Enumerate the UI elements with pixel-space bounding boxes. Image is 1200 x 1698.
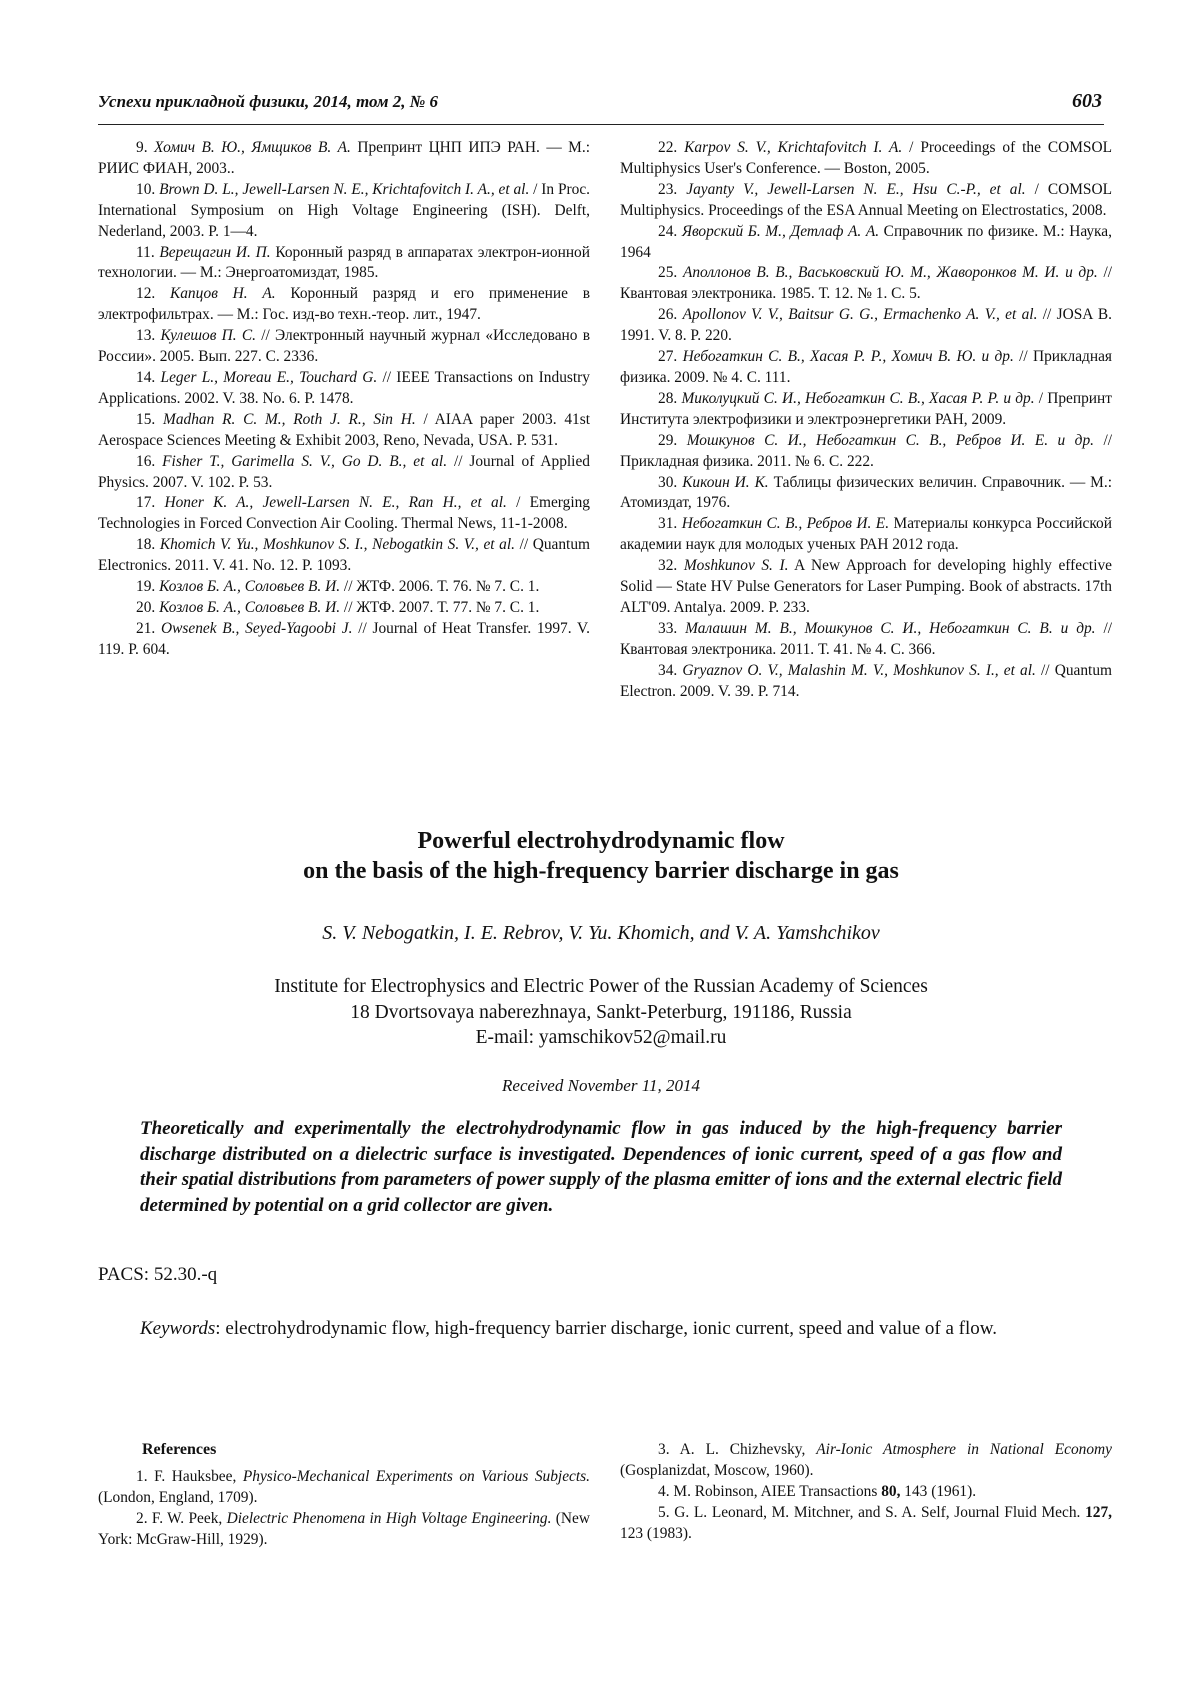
reference-number: 21. (136, 619, 156, 637)
reference-authors: Apollonov V. V., Baitsur G. G., Ermachenko A. V., et al. (682, 306, 1038, 324)
reference-number: 14. (136, 368, 156, 386)
reference-number: 24. (658, 222, 678, 240)
reference-item (98, 619, 590, 661)
reference-details: Справочник по физике. М.: Наука, 1964 (620, 222, 1112, 261)
reference-authors: Leger L., Moreau E., Touchard G. (160, 368, 378, 386)
abstract: Theoretically and experimentally the electrohydrodynamic flow in gas induced by the high-frequency barrier discharge distributed on a dielectric surface is investigated. Dependences of ionic current, speed of a gas flow and their spatial distributions from parameters of power supply of the plasma emitter of ions and the external electric field determined by potential on a grid collector are given. (140, 1118, 1062, 1216)
reference-item (98, 410, 590, 452)
reference-details: // Quantum Electron. 2009. V. 39. P. 714. (620, 661, 1112, 700)
reference-title: Physico-Mechanical Experiments on Various Subjects. (242, 1467, 590, 1485)
reference-authors: Fisher T., Garimella S. V., Go D. B., et al. (162, 452, 448, 470)
reference-authors: Мошкунов С. И., Небогаткин С. В., Ребров И. Е. и др. (686, 431, 1094, 449)
english-reference-item (620, 1440, 1112, 1482)
reference-number: 29. (658, 431, 678, 449)
reference-lead: 1. F. Hauksbee, (136, 1467, 243, 1485)
keywords (98, 1316, 1104, 1341)
reference-list-left (98, 138, 590, 661)
reference-details: A New Approach for developing highly effective Solid — State HV Pulse Generators for Laser Pumping. Book of abstracts. 17th ALT'09. Antalya. 2009. P. 233. (620, 557, 1112, 616)
pacs-code: PACS: 52.30.-q (98, 1264, 218, 1285)
reference-number: 25. (658, 264, 678, 282)
reference-number: 22. (658, 139, 678, 156)
reference-number: 33. (658, 619, 678, 637)
reference-details: // Прикладная физика. 2009. № 4. С. 111. (620, 348, 1112, 386)
reference-number: 20. (136, 598, 156, 616)
author-email: E-mail: yamschikov52@mail.ru (475, 1027, 727, 1048)
reference-number: 12. (136, 285, 156, 303)
reference-details: Коронный разряд и его применение в электрофильтрах. — М.: Гос. изд-во техн.-теор. лит., 1947. (98, 285, 590, 324)
reference-authors: Brown D. L., Jewell-Larsen N. E., Krichtafovitch I. A., et al. (159, 180, 530, 198)
reference-authors: Небогаткин С. В., Хасая Р. Р., Хомич В. Ю. и др. (682, 348, 1014, 366)
reference-number: 23. (658, 180, 678, 198)
reference-item (98, 180, 590, 243)
reference-number: 17. (136, 494, 156, 512)
reference-details: // ЖТФ. 2007. Т. 77. № 7. С. 1. (340, 598, 540, 616)
reference-lead: 3. A. L. Chizhevsky, (658, 1441, 817, 1458)
reference-item (620, 180, 1112, 222)
reference-details: // Квантовая электроника. 2011. Т. 41. № 4. С. 366. (620, 619, 1112, 658)
reference-title: Dielectric Phenomena in High Voltage Engineering. (226, 1509, 552, 1527)
reference-number: 30. (658, 473, 678, 491)
reference-details: // IEEE Transactions on Industry Applications. 2002. V. 38. No. 6. P. 1478. (98, 368, 590, 407)
reference-item (620, 556, 1112, 619)
reference-details: Материалы конкурса Российской академии наук для молодых ученых РАН 2012 года. (620, 515, 1112, 554)
reference-number: 15. (136, 410, 156, 428)
reference-tail: (Gosplanizdat, Moscow, 1960). (620, 1461, 814, 1479)
article-title-line-2: on the basis of the high-frequency barrier discharge in gas (303, 858, 899, 884)
affiliation-line-2: 18 Dvortsovaya naberezhnaya, Sankt-Peterburg, 191186, Russia (350, 1001, 852, 1023)
reference-tail: 143 (1961). (900, 1482, 977, 1500)
reference-details: // Journal of Heat Transfer. 1997. V. 119. P. 604. (98, 619, 590, 658)
affiliation (98, 974, 1104, 1051)
reference-item (98, 326, 590, 368)
reference-item (98, 535, 590, 577)
reference-item (620, 347, 1112, 389)
reference-number: 18. (136, 536, 156, 554)
reference-number: 13. (136, 327, 156, 345)
article-title-line-1: Powerful electrohydrodynamic flow (417, 828, 785, 854)
reference-authors: Moshkunov S. I. (683, 557, 789, 575)
reference-item (98, 368, 590, 410)
reference-authors: Madhan R. C. M., Roth J. R., Sin H. (163, 410, 416, 428)
reference-details: / Proceedings of the COMSOL Multiphysics User's Conference. — Boston, 2005. (620, 139, 1112, 177)
reference-item (620, 619, 1112, 661)
english-reference-item (98, 1467, 590, 1509)
reference-authors: Khomich V. Yu., Moshkunov S. I., Nebogatkin S. V., et al. (159, 536, 515, 554)
reference-item (98, 577, 590, 598)
reference-details: / AIAA paper 2003. 41st Aerospace Sciences Meeting & Exhibit 2003, Reno, Nevada, USA. P. 531. (98, 410, 590, 449)
reference-item (620, 305, 1112, 347)
reference-details: Коронный разряд в аппаратах электрон-ионной технологии. — М.: Энергоатомиздат, 1985. (98, 243, 590, 282)
reference-tail: (New York: McGraw-Hill, 1929). (98, 1509, 590, 1548)
references-heading: References (142, 1441, 217, 1458)
received-date: Received November 11, 2014 (502, 1076, 700, 1095)
reference-authors: Малашин М. В., Мошкунов С. И., Небогаткин С. В. и др. (685, 619, 1096, 637)
reference-authors: Кикоин И. К. (682, 473, 769, 491)
reference-authors: Karpov S. V., Krichtafovitch I. A. (684, 139, 903, 156)
reference-number: 32. (658, 557, 678, 575)
reference-details: / Препринт Института электрофизики и электроэнергетики РАН, 2009. (620, 389, 1112, 428)
journal-title: Успехи прикладной физики, 2014, том 2, № 6 (98, 92, 439, 111)
reference-details: // Электронный научный журнал «Исследовано в России». 2005. Вып. 227. С. 2336. (98, 327, 591, 366)
reference-details: / Emerging Technologies in Forced Convection Air Cooling. Thermal News, 11-1-2008. (98, 494, 590, 533)
reference-item (620, 661, 1112, 703)
reference-number: 19. (136, 578, 156, 596)
reference-details: // Quantum Electronics. 2011. V. 41. No. 12. P. 1093. (98, 536, 590, 575)
reference-number: 26. (658, 306, 678, 324)
english-references-left (98, 1440, 590, 1551)
reference-details: / COMSOL Multiphysics. Proceedings of the ESA Annual Meeting on Electrostatics, 2008. (620, 180, 1112, 219)
reference-lead: 2. F. W. Peek, (136, 1509, 227, 1527)
english-references-right (620, 1440, 1112, 1545)
reference-item (620, 389, 1112, 431)
reference-lead: 5. G. L. Leonard, M. Mitchner, and S. A. Self, Journal Fluid Mech. (658, 1503, 1086, 1521)
reference-item (98, 284, 590, 326)
reference-authors: Небогаткин С. В., Ребров И. Е. (681, 515, 890, 533)
reference-authors: Gryaznov O. V., Malashin M. V., Moshkunov S. I., et al. (682, 661, 1036, 679)
reference-item (620, 138, 1112, 180)
reference-number: 28. (658, 389, 678, 407)
reference-authors: Owsenek B., Seyed-Yagoobi J. (161, 619, 353, 637)
english-reference-item (98, 1509, 590, 1551)
reference-details: / In Proc. International Symposium on High Voltage Engineering (ISH). Delft, Nederland, 2003. P. 1—4. (98, 180, 591, 240)
reference-volume: 80, (881, 1482, 901, 1500)
reference-number: 31. (658, 515, 678, 533)
reference-authors: Honer K. A., Jewell-Larsen N. E., Ran H., et al. (164, 494, 507, 512)
reference-number: 11. (136, 243, 155, 261)
reference-item (620, 473, 1112, 515)
reference-list-right (620, 138, 1112, 702)
reference-authors: Верещагин И. П. (159, 243, 271, 261)
reference-authors: Jayanty V., Jewell-Larsen N. E., Hsu C.-P., et al. (686, 180, 1026, 198)
keywords-label: Keywords (140, 1318, 216, 1339)
reference-authors: Козлов Б. А., Соловьев В. И. (159, 578, 341, 596)
reference-details: // Journal of Applied Physics. 2007. V. 102. P. 53. (98, 452, 590, 491)
reference-item (98, 452, 590, 494)
reference-item (98, 138, 590, 180)
keywords-text: : electrohydrodynamic flow, high-frequency barrier discharge, ionic current, speed and value of a flow. (215, 1318, 997, 1339)
reference-item (620, 431, 1112, 473)
reference-item (620, 222, 1112, 264)
reference-authors: Миколуцкий С. И., Небогаткин С. В., Хасая Р. Р. и др. (681, 389, 1035, 407)
article-authors: S. V. Nebogatkin, I. E. Rebrov, V. Yu. Khomich, and V. A. Yamshchikov (322, 922, 880, 944)
reference-item (620, 514, 1112, 556)
english-reference-item (620, 1503, 1112, 1545)
reference-details: // Прикладная физика. 2011. № 6. С. 222. (620, 431, 1112, 470)
reference-number: 27. (658, 348, 678, 366)
article-title (98, 826, 1104, 886)
reference-item (98, 493, 590, 535)
reference-number: 16. (136, 452, 156, 470)
reference-details: // ЖТФ. 2006. Т. 76. № 7. С. 1. (340, 578, 540, 596)
reference-number: 34. (658, 661, 678, 679)
reference-volume: 127, (1085, 1503, 1112, 1521)
page-header (98, 90, 1104, 125)
page-number: 603 (1072, 90, 1102, 112)
reference-tail: 123 (1983). (620, 1524, 692, 1542)
reference-details: // Квантовая электроника. 1985. Т. 12. № 1. С. 5. (620, 264, 1112, 303)
reference-item (620, 263, 1112, 305)
reference-item (98, 243, 590, 285)
reference-authors: Хомич В. Ю., Ямщиков В. А. (154, 139, 351, 156)
reference-authors: Кулешов П. С. (160, 327, 256, 345)
reference-details: Препринт ЦНП ИПЭ РАН. — М.: РИИС ФИАН, 2003.. (98, 139, 590, 177)
reference-authors: Капцов Н. А. (170, 285, 276, 303)
reference-item (98, 598, 590, 619)
reference-authors: Козлов Б. А., Соловьев В. И. (159, 598, 341, 616)
english-reference-item (620, 1482, 1112, 1503)
reference-details: Таблицы физических величин. Справочник. — М.: Атомиздат, 1976. (620, 473, 1112, 512)
affiliation-line-1: Institute for Electrophysics and Electric Power of the Russian Academy of Sciences (274, 976, 928, 997)
reference-authors: Аполлонов В. В., Васьковский Ю. М., Жаворонков М. И. и др. (682, 264, 1098, 282)
reference-lead: 4. M. Robinson, AIEE Transactions (658, 1482, 882, 1500)
reference-title: Air-Ionic Atmosphere in National Economy (816, 1441, 1112, 1458)
reference-details: // JOSA B. 1991. V. 8. P. 220. (620, 306, 1113, 345)
reference-tail: (London, England, 1709). (98, 1488, 258, 1506)
reference-number: 9. (136, 139, 148, 156)
reference-authors: Яворский Б. М., Детлаф А. А. (681, 222, 880, 240)
reference-number: 10. (136, 180, 156, 198)
